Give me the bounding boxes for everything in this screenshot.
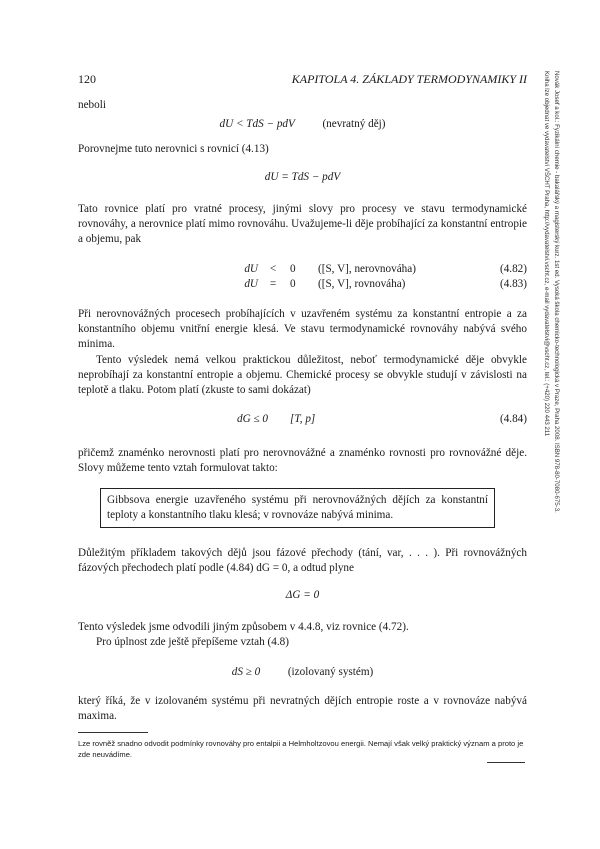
equation-lhs: dU [244, 263, 258, 275]
equation-4-13 [78, 170, 527, 185]
equation-number: (4.82) [499, 263, 527, 275]
equation-formula: dS ≥ 0 [231, 666, 261, 678]
sidebar-citation [541, 71, 561, 513]
equation-number: (4.83) [499, 278, 527, 290]
equation-number: (4.84) [499, 413, 527, 425]
paragraph-neboli: neboli [78, 99, 106, 111]
equation-4-8 [78, 665, 527, 680]
equation-note: (izolovaný systém) [287, 666, 374, 678]
equation-formula: dU = TdS − pdV [264, 171, 341, 183]
equation-rhs: 0 [290, 278, 296, 290]
sidebar-order-line: Kniha lze objednat ve vydavatelství VŠCHT Praha, http://vydavatelstvi.vscht.cz, e-mail vydavatelstvi@vscht.cz, tel.: (+420) 220 443 211 [543, 71, 550, 437]
paragraph-rewrite: Pro úplnost zde ještě přepíšeme vztah (4.8) [96, 636, 289, 648]
equation-4-82 [78, 262, 527, 277]
equation-4-83 [78, 277, 527, 292]
equation-lhs: dU [244, 278, 258, 290]
equation-irreversible [78, 117, 527, 132]
paragraph-explain: Tato rovnice platí pro vratné procesy, jinými slovy pro procesy ve stavu termodynamické rovnováhy, a nerovnice platí mimo rovnováhu. Uvažujeme-li děje probíhající za konstantní entropie a objemu, pak [78, 203, 527, 245]
equation-note: [T, p] [290, 413, 316, 425]
equation-4-84 [78, 412, 527, 427]
chapter-title: KAPITOLA 4. ZÁKLADY TERMODYNAMIKY II [291, 72, 527, 86]
equation-relation: < [269, 263, 277, 275]
equation-rhs: 0 [290, 263, 296, 275]
paragraph-nonequilibrium: Při nerovnovážných procesech probíhajících v uzavřeném systému za konstantní entropie a za konstantního objemu vnitřní energie klesá. Ve stavu termodynamické rovnováhy nabývá svého minima. [78, 308, 527, 350]
equation-formula: ΔG = 0 [285, 589, 320, 601]
paragraph-result: Tento výsledek nemá velkou praktickou důležitost, neboť termodynamické děje obvykle neprobíhají za konstantní entropie a objemu. Chemické procesy se obvykle studují v závislosti na teplotě a tlaku. Potom platí (zkuste to sami dokázat) [78, 354, 527, 396]
equation-formula: dG ≤ 0 [236, 413, 268, 425]
equation-note: ([S, V], nerovnováha) [318, 263, 416, 275]
paragraph-entropy: který říká, že v izolovaném systému při nevratných dějích entropie roste a v rovnováze nabývá maxima. [78, 695, 527, 722]
sidebar-citation-line: Novák Josef a kol.: Fyzikální chemie - bakalářský a magisterský kurz. 1st ed. Vysoká škola chemicko-technologická v Praze, Praha 2008. ISBN 978-80-7080-675-3. [553, 71, 560, 513]
footnote-end-rule [487, 762, 525, 763]
equation-note: (nevratný děj) [322, 118, 386, 130]
equation-formula: dU < TdS − pdV [219, 118, 295, 130]
paragraph-compare: Porovnejme tuto nerovnici s rovnicí (4.13) [78, 143, 269, 155]
paragraph-phase-transitions: Důležitým příkladem takových dějů jsou fázové přechody (tání, var, . . . ). Při rovnovážných fázových přechodech platí podle (4.84) dG = 0, a odtud plyne [78, 547, 527, 574]
equation-note: ([S, V], rovnováha) [318, 278, 406, 290]
paragraph-derived: Tento výsledek jsme odvodili jiným způsobem v 4.4.8, viz rovnice (4.72). [78, 621, 409, 633]
boxed-statement: Gibbsova energie uzavřeného systému při nerovnovážných dějích za konstantní teploty a konstantního tlaku klesá; v rovnováze nabývá minima. [100, 488, 495, 528]
footnote: Lze rovněž snadno odvodit podmínky rovnováhy pro entalpii a Helmholtzovou energii. Nemají však velký praktický význam a proto je zde neuvádíme. [78, 739, 524, 759]
paragraph-sign: přičemž znaménko nerovnosti platí pro nerovnovážné a znaménko rovnosti pro rovnovážné děje. Slovy můžeme tento vztah formulovat takto: [78, 447, 527, 474]
page-number: 120 [78, 72, 96, 86]
equation-relation: = [269, 278, 277, 290]
footnote-rule [78, 732, 148, 733]
equation-delta-g [78, 588, 527, 603]
